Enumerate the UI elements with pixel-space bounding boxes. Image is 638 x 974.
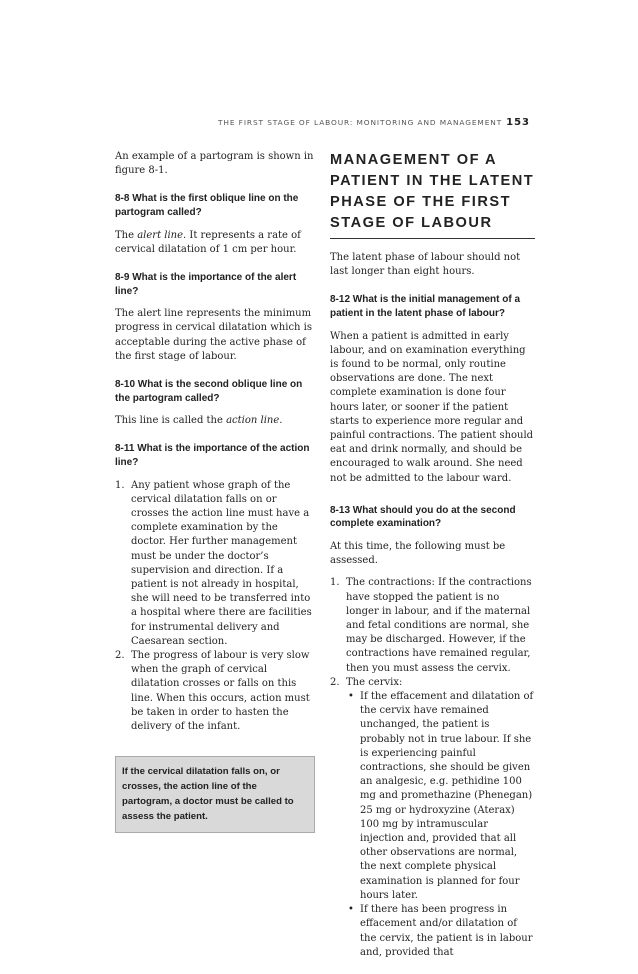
list-item-text: Any patient whose graph of the cervical dilatation falls on or crosses the action line must have a complete examination by the doctor. Her further management must be under the doctor’s supervision and direction. If a patient is not already in hospital, she will need to be transferred into a hospital where there are facilities for instrumental delivery and Caesarean section. [131,479,312,647]
answer-8-9: The alert line represents the minimum progress in cervical dilatation which is acceptable during the active phase of the first stage of labour. [115,308,312,362]
page-number: 153 [506,117,530,128]
question-8-9: 8-9 What is the importance of the alert line? [115,272,297,297]
list-number: 2. [115,650,125,662]
bullet-item [346,903,535,960]
question-8-13: 8-13 What should you do at the second complete examination? [330,504,516,530]
list-item [330,576,535,675]
answer-8-8-text: The [115,229,138,241]
running-head [218,117,530,128]
list-number: 2. [330,676,340,688]
bullet-item-text: If the effacement and dilatation of the cervix have remained unchanged, the patient is probably not in true labour. If she is experiencing painful contractions, she should be given an analgesic, e.g. pethidine 100 mg and promethazine (Phenegan) 25 mg or hydroxyzine (Aterax) 100 mg by intramuscular injection and, provided that all other observations are normal, the next complete physical examination is planned for four hours later. [360,691,534,901]
bullet-item-text: If there has been progress in effacement and/or dilatation of the cervix, the patient is in labour and, provided that [360,904,533,958]
question-8-10: 8-10 What is the second oblique line on the partogram called? [115,379,303,404]
bullet-item [346,690,535,903]
question-8-8: 8-8 What is the first oblique line on the partogram called? [115,193,299,218]
answer-8-10-emphasis: action line [226,415,280,427]
section-title: MANAGEMENT OF A PATIENT IN THE LATENT PHASE OF THE FIRST STAGE OF LABOUR [330,150,535,239]
answer-8-11-list [115,479,315,735]
bullet-icon: • [348,904,354,916]
answer-8-13-list [330,576,535,959]
list-item [115,649,315,734]
list-number: 1. [330,577,340,589]
list-item-text: The cervix: [346,676,403,688]
answer-8-10-text-end: . [279,415,283,427]
bullet-icon: • [348,691,354,703]
answer-8-8-text-end: . It represents a rate of cervical dilatation of 1 cm per hour. [115,229,301,255]
left-column [115,150,315,833]
list-item-text: The contractions: If the contractions have stopped the patient is no longer in labour, and if the maternal and fetal conditions are normal, she may be discharged. However, if the contractions have remained regular, then you must assess the cervix. [346,577,532,674]
cervix-bullet-list [346,690,535,960]
answer-8-12: When a patient is admitted in early labour, and on examination everything is found to be normal, only routine observations are done. The next complete examination is done four hours later, or sooner if the patient starts to experience more regular and painful contractions. The patient should eat and drink normally, and should be encouraged to walk around. She need not be admitted to the labour ward. [330,330,534,484]
answer-8-8-emphasis: alert line [137,229,184,241]
list-item [330,676,535,960]
question-8-11: 8-11 What is the importance of the action line? [115,443,310,468]
latent-phase-intro: The latent phase of labour should not last longer than eight hours. [330,252,521,278]
list-item-text: The progress of labour is very slow when the graph of cervical dilatation crosses or falls on this line. When this occurs, action must be taken in order to hasten the delivery of the infant. [131,650,310,733]
callout-box: If the cervical dilatation falls on, or crosses, the action line of the partogram, a doctor must be called to assess the patient. [115,756,315,833]
list-item [115,479,315,649]
right-column [330,150,535,974]
question-8-12: 8-12 What is the initial management of a patient in the latent phase of labour? [330,294,521,319]
answer-8-10 [115,414,315,428]
answer-8-8 [115,229,315,257]
answer-8-10-text: This line is called the [115,415,227,427]
list-number: 1. [115,479,125,491]
running-title: THE FIRST STAGE OF LABOUR: MONITORING AND MANAGEMENT [217,118,503,127]
intro-paragraph: An example of a partogram is shown in figure 8-1. [115,151,314,177]
answer-8-13-intro: At this time, the following must be assessed. [330,541,506,567]
